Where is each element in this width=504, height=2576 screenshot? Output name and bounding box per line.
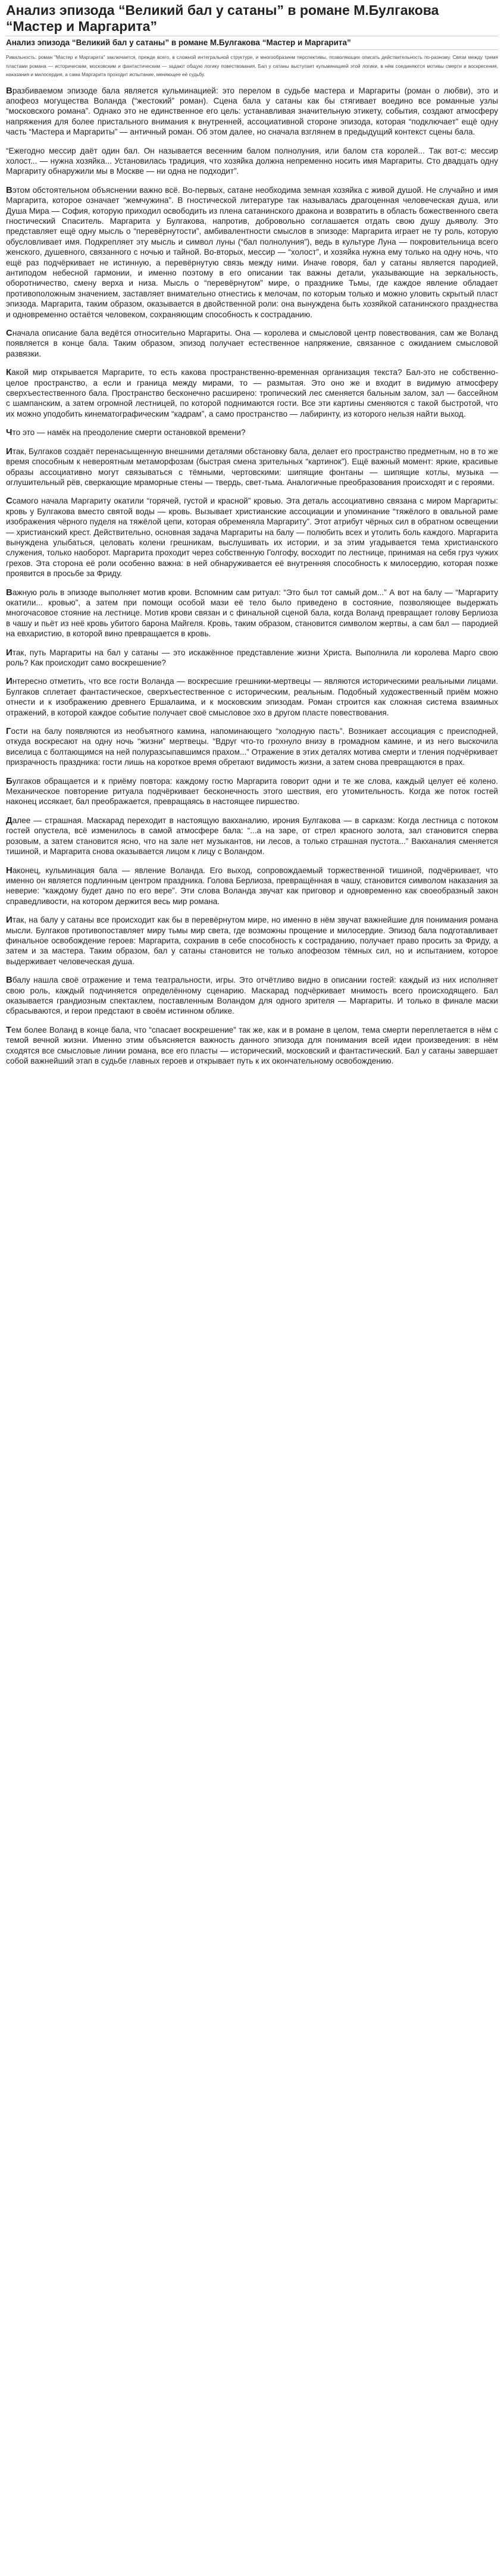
drop-letter: И bbox=[6, 446, 12, 457]
drop-letter: В bbox=[6, 975, 12, 986]
paragraph-text: начала описание бала ведётся относительно Маргариты. Она — королева и смысловой центр повествования, сам же Воланд появляется в конце бала. Таким образом, эпизод получает естественное напряжение, связанное с ожиданием смысловой развязки. bbox=[6, 329, 498, 358]
paragraph-text: “Ежегодно мессир даёт один бал. Он называется весенним балом полнолуния, или балом ста королей... Так вот-с: мессир холост... — нужна хозяйка... Установилась традиция, что хозяйка должна непременно носить имя Маргариты. Сто двадцать одну Маргариту обнаружили мы в Москве — ни одна не подходит”. bbox=[6, 146, 498, 176]
drop-letter: Н bbox=[6, 865, 12, 876]
paragraph bbox=[6, 815, 498, 857]
abstract-text: Ривальность: роман "Мастер и Маргарита" заключается, прежде всего, в сложной интегральной структуре, и многообразием перспективы, позволяющих описать действительность по-разному. Связи между тремя пластами романа — историческим, московским и фантастическим — задают общую логику повествования. Бал у сатаны выступает кульминацией этой логики, в нём соединяются мотивы смерти и воскресения, наказания и милосердия, а сама Маргарита проходит испытание, меняющее её судьбу. bbox=[6, 55, 498, 77]
paragraph-text: аконец, кульминация бала — явление Воланда. Его выход, сопровождаемый торжественной тишиной, подчёркивает, что именно он является подлинным центром праздника. Голова Берлиоза, превращённая в чашу, становится символом наказания за неверие: “каждому будет дано по его вере”. Эти слова Воланда звучат как приговор и одновременно как своеобразный закон справедливости, на котором держится весь мир романа. bbox=[6, 865, 498, 906]
paragraph-text: то это — намёк на преодоление смерти остановкой времени? bbox=[12, 428, 246, 437]
drop-letter: В bbox=[6, 85, 12, 96]
paragraph-text: так, на балу у сатаны все происходит как бы в перевёрнутом мире, но именно в нём звучат важнейшие для понимания романа мысли. Булгаков противопоставляет миру тьмы мир света, где возможны прощение и милосердие. Эпизод бала подготавливает финальное освобождение героев: Маргарита, сохранив в себе способность к состраданию, получает право просить за Фриду, а затем и за мастера. Таким образом, бал у сатаны становится не только апофеозом тёмных сил, но и испытанием, которое выдерживает человеческая душа. bbox=[6, 915, 498, 966]
paragraph-text: самого начала Маргариту окатили “горячей, густой и красной” кровью. Эта деталь ассоциативно связана с миром Маргариты: кровь у Булгакова вместо святой воды — кровь. Вызывает христианские ассоциации и упоминание “тяжёлого в овальной раме изображения чёрного пуделя на тяжёлой цепи, которая обременяла Маргариту”. Этот атрибут чёрных сил в обратном освещении — христианский крест. Действительно, основная задача Маргариты на балу — полюбить всех и утолить боль каждого. Маргарита вынуждена улыбаться, целовать колени грешникам, выслушивать их истории, и за этим угадывается тема христианского служения, только наоборот. Маргарита проходит через собственную Голгофу, восходит по лестнице, принимая на себя груз чужих грехов. Эта сторона её роли особенно важна: в ней обнаруживается её внутренняя способность к милосердию, которая позже проявится в просьбе за Фриду. bbox=[6, 496, 498, 579]
paragraph bbox=[6, 427, 498, 437]
drop-letter: И bbox=[6, 647, 12, 658]
paragraph-text: акой мир открывается Маргарите, то есть какова пространственно-временная организация текста? Бал-это не собственно-целое пространство, а если и граница между мирами, то — размытая. Это оно же и входит в видимую атмосферу сверхъестественного бала. Пространство бесконечно расширено: тропический лес сменяется бальным залом, зал — бассейном с шампанским, а затем огромной лестницей, по которой поднимаются гости. Все эти картины сменяются с такой быстротой, что их можно уподобить кинематографическим “кадрам”, а само пространство — лабиринту, из которого нельзя найти выход. bbox=[6, 368, 498, 418]
drop-letter: Г bbox=[6, 726, 11, 737]
paragraph bbox=[6, 915, 498, 967]
paragraph-text: балу нашла своё отражение и тема театральности, игры. Это отчётливо видно в описании гостей: каждый из них исполняет свою роль, каждый подчиняется определённому сценарию. Маскарад подчёркивает мнимость всего происходящего. Бал оказывается грандиозным спектаклем, поставленным Воландом для одного зрителя — Маргариты. И только в финале маски сбрасываются, и герои предстают в своём истинном облике. bbox=[6, 976, 498, 1016]
paragraph bbox=[6, 865, 498, 907]
drop-letter: С bbox=[6, 496, 12, 507]
drop-letter: К bbox=[6, 367, 12, 378]
paragraph bbox=[6, 367, 498, 419]
paragraph bbox=[6, 975, 498, 1017]
paragraph-text: так, Булгаков создаёт перенасыщенную внешними деталями обстановку бала, делает его пространство предметным, но в то же время способным к невероятным метаморфозам (быстрая смена зрительных “картинок”). Ещё важный момент: яркие, красивые образы ассоциативно могут связываться с тёмными, чертовскими: шипящие фонтаны — шипящие котлы, музыка — оглушительный рёв, сверкающие мраморные стены — твердь, свет-тьма. Аналогичные преобразования происходят и с героями. bbox=[6, 446, 498, 487]
page-title: Анализ эпизода “Великий бал у сатаны” в романе М.Булгакова “Мастер и Маргарита” bbox=[6, 2, 439, 34]
paragraph bbox=[6, 1025, 498, 1067]
drop-letter: Т bbox=[6, 1024, 12, 1035]
paragraph-text: алее — страшная. Маскарад переходит в настоящую вакханалию, ирония Булгакова — в сарказм: Когда лестница с потоком гостей опустела, всё изменилось в самой атмосфере бала: “...а на заре, от стрел красного золота, зал становится сперва розовым, а затем становится ясно, что на зале нет музыкантов, ни лесов, а только страшная пустота...” Вакханалия сменяется тишиной, и Маргарита снова оказывается лицом к лицу с Воландом. bbox=[6, 815, 498, 856]
page bbox=[0, 0, 504, 1086]
paragraph bbox=[6, 185, 498, 320]
paragraph-text: улгаков обращается и к приёму повтора: каждому гостю Маргарита говорит одни и те же слова, каждый целует её колено. Механическое повторение ритуала подчёркивает бесконечность этого шествия, его утомительность. Когда же поток гостей наконец иссякает, бал преображается, превращаясь в настоящее пиршество. bbox=[6, 776, 498, 806]
paragraph bbox=[6, 86, 498, 137]
drop-letter: И bbox=[6, 915, 12, 926]
paragraph bbox=[6, 146, 498, 177]
paragraph bbox=[6, 587, 498, 639]
paragraph bbox=[6, 496, 498, 579]
drop-letter: В bbox=[6, 587, 12, 598]
paragraph-text: ажную роль в эпизоде выполняет мотив крови. Вспомним сам ритуал: “Это был тот самый дом...” А вот на балу — “Маргариту окатили... кровью”, а затем при помощи особой мази её тело было приведено в состояние, позволяющее выдержать многочасовое стояние на лестнице. Мотив крови связан и с финальной сценой бала, когда Воланд превращает голову Берлиоза в чашу и пьёт из неё кровь убитого барона Майгеля. Кровь, таким образом, становится символом жертвы, а сам бал — пародией на евхаристию, в которой вино превращается в кровь. bbox=[6, 587, 498, 639]
paragraph bbox=[6, 776, 498, 807]
paragraph bbox=[6, 328, 498, 359]
drop-letter: Д bbox=[6, 815, 12, 826]
drop-letter: Б bbox=[6, 776, 12, 786]
paragraph-text: ости на балу появляются из необъятного камина, напоминающего “холодную пасть”. Возникает ассоциация с преисподней, откуда воскресают на одну ночь “жизни” мертвецы. “Вдруг что-то грохнуло внизу в громадном камине, и из него выскочила виселица с болтающимся на ней полуразсыпавшимся прахом...” Отражение в этих деталях мотива смерти и тления подчёркивает призрачность праздника: гости лишь на короткое время обретают видимость жизни, а затем снова превращаются в прах. bbox=[6, 727, 498, 767]
paragraph-text: ем более Воланд в конце бала, что “спасает воскрешение” так же, как и в романе в целом, тема смерти переплетается в нём с темой вечной жизни. Именно этим объясняется важность данного эпизода для понимания всей идеи произведения: в нём сходятся все смысловые линии романа, все его пласты — исторический, московский и фантастический. Бал у сатаны завершает собой важнейший этап в судьбе главных героев и открывает путь к их окончательному освобождению. bbox=[6, 1025, 498, 1065]
article-body bbox=[6, 86, 498, 1067]
page-subtitle: Анализ эпизода “Великий бал у сатаны” в романе М.Булгакова “Мастер и Маргарита” bbox=[6, 36, 498, 50]
paragraph-text: так, путь Маргариты на бал у сатаны — это искажённое представление жизни Христа. Выполнила ли королева Марго свою роль? Как происходит само воскрешение? bbox=[6, 648, 498, 667]
drop-letter: И bbox=[6, 676, 12, 687]
drop-letter: С bbox=[6, 328, 12, 339]
paragraph bbox=[6, 726, 498, 768]
paragraph bbox=[6, 648, 498, 668]
paragraph bbox=[6, 676, 498, 718]
paragraph-text: этом обстоятельном объяснении важно всё. Во-первых, сатане необходима земная хозяйка с живой душой. Не случайно и имя Маргарита, которое означает “жемчужина”. В гностической литературе так называлась драгоценная человеческая душа, или Душа Мира — София, которую приходил освободить из плена сатанинского дракона и возвратить в область божественного света гностический Спаситель. Маргарита у Булгакова, напротив, добровольно соглашается отдать свою душу дьяволу. Это представляет ещё одну мысль о “перевёрнутости”, амбивалентности смыслов в эпизоде: Маргарита играет не ту роль, которую обусловливает имя. Подкрепляет эту мысль и символ луны (“бал полнолуния”), ведь в культуре Луна — покровительница всего женского, душевного, связанного с ночью и тайной. Во-вторых, мессир — “холост”, и хозяйка нужна ему только на одну ночь, что ещё раз подчёркивает не истинную, а перевёрнутую связь между ними. Иначе говоря, бал у сатаны является пародией, антиподом небесной гармонии, и именно поэтому в его описании так важны детали, указывающие на зеркальность, оборотничество, смену верха и низа. Мысль о “перевёрнутом” мире, о празднике Тьмы, где каждое явление обладает противоположным значением, заставляет внимательно отнестись к мелочам, по которым только и можно уловить скрытый пласт эпизода. Маргарита, таким образом, оказывается в двойственной роли: она вынуждена быть хозяйкой сатанинского празднества и одновременно остаётся человеком, сохраняющим способность к состраданию. bbox=[6, 185, 498, 319]
drop-letter: В bbox=[6, 185, 12, 195]
paragraph-text: нтересно отметить, что все гости Воланда — воскресшие грешники-мертвецы — являются историческими реальными лицами. Булгаков сплетает фантастическое, сверхъестественное с историческим, реальным. Подобный художественный приём можно отнести и к изображению древнего Ершалаима, и к московским эпизодам. Роман строится как сложная система взаимных отражений, в которой каждое событие получает своё смысловое эхо в другом пласте повествования. bbox=[6, 677, 498, 717]
paragraph bbox=[6, 446, 498, 488]
paragraph-text: разбиваемом эпизоде бала является кульминацией: это перелом в судьбе мастера и Маргариты (роман о любви), это и апофеоз могущества Воланда (“жестокий” роман). Сцена бала у сатаны как бы стягивает воедино все романные узлы “московского романа”. Однако это не единственное его цель: устанавливая значительную этикету, события, создают атмосферу напряжения для более пристального внимания к внутренней, ассоциативной стороне эпизода, которая “подключает” ещё одну часть “Мастера и Маргариты” — античный роман. Об этом далее, но сначала взглянем в предыдущий контекст сцены бала. bbox=[6, 86, 498, 137]
drop-letter: Ч bbox=[6, 427, 12, 438]
